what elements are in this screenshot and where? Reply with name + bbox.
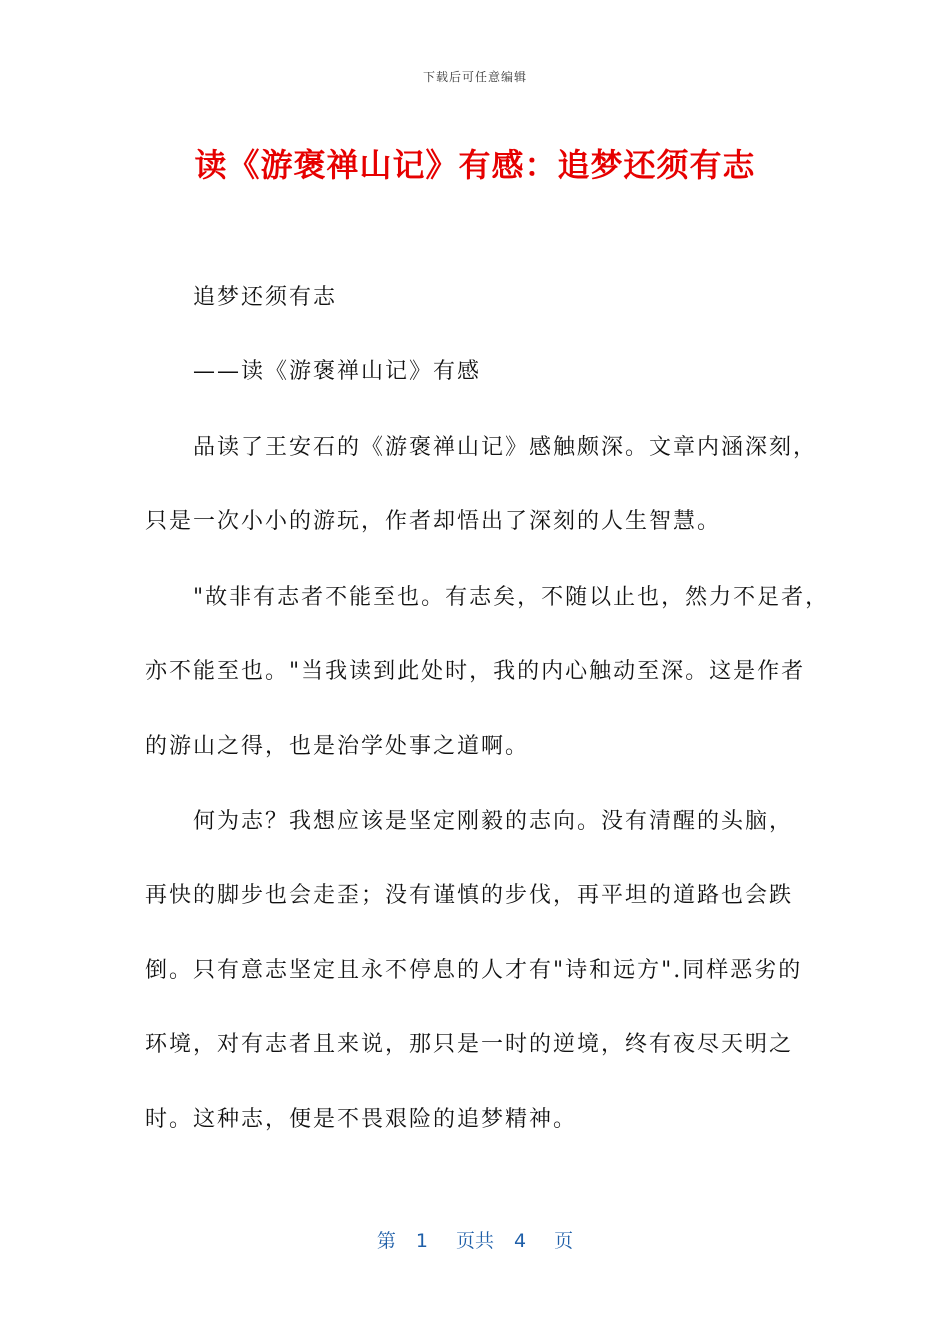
- paragraph-line: 只是一次小小的游玩，作者却悟出了深刻的人生智慧。: [145, 509, 722, 534]
- subtitle-line: 追梦还须有志: [193, 285, 338, 310]
- page-mid: 页共: [455, 1230, 494, 1252]
- subtitle-source-line: ——读《游褒禅山记》有感: [193, 359, 482, 384]
- page-suffix: 页: [554, 1230, 574, 1252]
- paragraph-line: 再快的脚步也会走歪；没有谨慎的步伐，再平坦的道路也会跌: [145, 883, 794, 908]
- paragraph-line: 环境，对有志者且来说，那只是一时的逆境，终有夜尽天明之: [145, 1032, 794, 1057]
- total-pages-number: 4: [514, 1230, 527, 1252]
- page-prefix: 第: [376, 1230, 396, 1252]
- document-title: 读《游褒禅山记》有感：追梦还须有志: [194, 146, 756, 184]
- page-footer: [0, 1226, 950, 1253]
- paragraph-line: 倒。只有意志坚定且永不停息的人才有"诗和远方".同样恶劣的: [145, 958, 803, 983]
- paragraph-line: 的游山之得，也是治学处事之道啊。: [145, 734, 530, 759]
- current-page-number: 1: [415, 1230, 428, 1252]
- paragraph-line: 时。这种志，便是不畏艰险的追梦精神。: [145, 1107, 578, 1132]
- paragraph-line: 亦不能至也。"当我读到此处时，我的内心触动至深。这是作者: [145, 659, 806, 684]
- header-note: 下载后可任意编辑: [422, 70, 527, 84]
- paragraph-line: "故非有志者不能至也。有志矣，不随以止也，然力不足者，: [193, 585, 830, 610]
- paragraph-line: 何为志？我想应该是坚定刚毅的志向。没有清醒的头脑，: [193, 809, 794, 834]
- paragraph-line: 品读了王安石的《游褒禅山记》感触颇深。文章内涵深刻，: [193, 435, 818, 460]
